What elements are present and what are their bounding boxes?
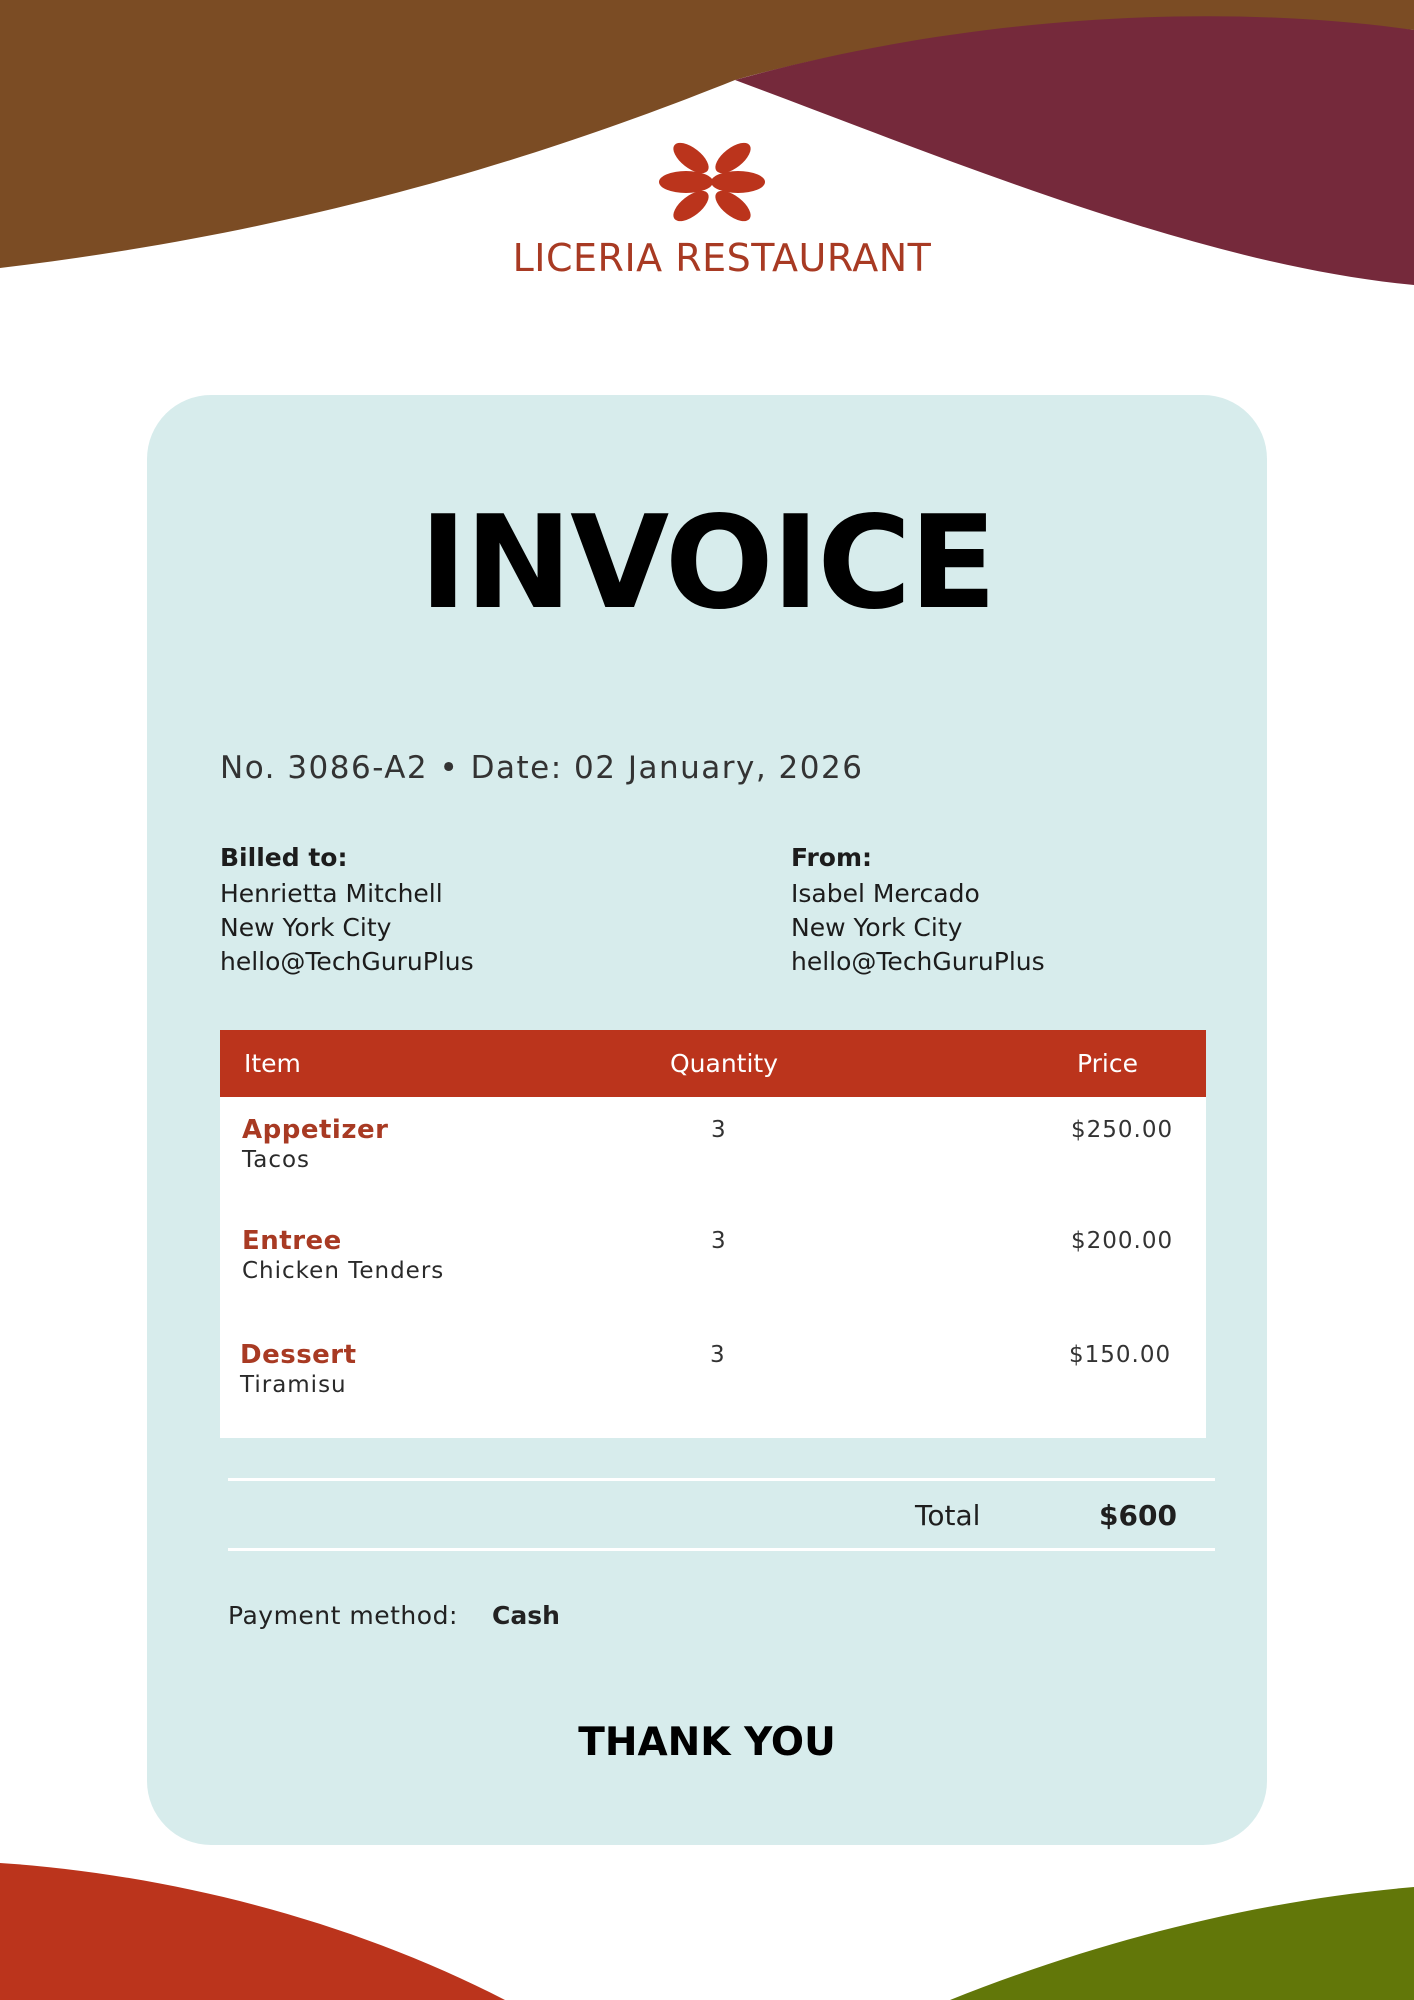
total-value: $600 bbox=[1099, 1499, 1177, 1532]
from-heading: From: bbox=[791, 843, 873, 872]
billed-to-email: hello@TechGuruPlus bbox=[220, 947, 474, 976]
item-price: $250.00 bbox=[1071, 1117, 1174, 1143]
billed-to-city: New York City bbox=[220, 913, 392, 942]
table-row bbox=[220, 1115, 1206, 1225]
from-name: Isabel Mercado bbox=[791, 879, 980, 908]
bottom-right-olive-wave bbox=[950, 1887, 1414, 2000]
item-category: Appetizer bbox=[242, 1115, 389, 1145]
from-email: hello@TechGuruPlus bbox=[791, 947, 1045, 976]
from-block bbox=[791, 841, 1045, 979]
item-dish: Chicken Tenders bbox=[242, 1258, 445, 1284]
header-item: Item bbox=[244, 1049, 301, 1078]
header-quantity: Quantity bbox=[670, 1049, 779, 1078]
item-quantity: 3 bbox=[711, 1117, 726, 1143]
thank-you-text: THANK YOU bbox=[578, 1720, 836, 1765]
bottom-left-red-wave bbox=[0, 1863, 505, 2000]
item-quantity: 3 bbox=[711, 1228, 726, 1254]
item-category: Entree bbox=[242, 1226, 342, 1256]
item-dish: Tacos bbox=[242, 1147, 311, 1173]
from-city: New York City bbox=[791, 913, 963, 942]
invoice-title: INVOICE bbox=[419, 489, 995, 638]
item-category: Dessert bbox=[240, 1340, 357, 1370]
total-bottom-divider bbox=[228, 1548, 1215, 1551]
flower-logo-icon bbox=[637, 136, 787, 228]
total-label: Total bbox=[915, 1499, 981, 1532]
billed-to-block bbox=[220, 841, 474, 979]
total-top-divider bbox=[228, 1478, 1215, 1481]
payment-method-value: Cash bbox=[492, 1601, 560, 1630]
header-price: Price bbox=[1077, 1049, 1138, 1078]
item-price: $200.00 bbox=[1071, 1228, 1174, 1254]
invoice-number-date: No. 3086-A2 • Date: 02 January, 2026 bbox=[220, 750, 864, 786]
billed-to-heading: Billed to: bbox=[220, 843, 348, 872]
table-row bbox=[220, 1226, 1206, 1336]
billed-to-name: Henrietta Mitchell bbox=[220, 879, 443, 908]
payment-method-label: Payment method: bbox=[228, 1601, 458, 1630]
invoice-card bbox=[147, 395, 1267, 1845]
restaurant-name: LICERIA RESTAURANT bbox=[512, 236, 932, 280]
item-dish: Tiramisu bbox=[240, 1372, 347, 1398]
table-row bbox=[220, 1340, 1206, 1450]
items-table bbox=[220, 1030, 1206, 1438]
table-header bbox=[220, 1030, 1206, 1097]
item-quantity: 3 bbox=[710, 1342, 725, 1368]
bottom-wave-decoration bbox=[0, 1840, 1414, 2000]
item-price: $150.00 bbox=[1069, 1342, 1172, 1368]
